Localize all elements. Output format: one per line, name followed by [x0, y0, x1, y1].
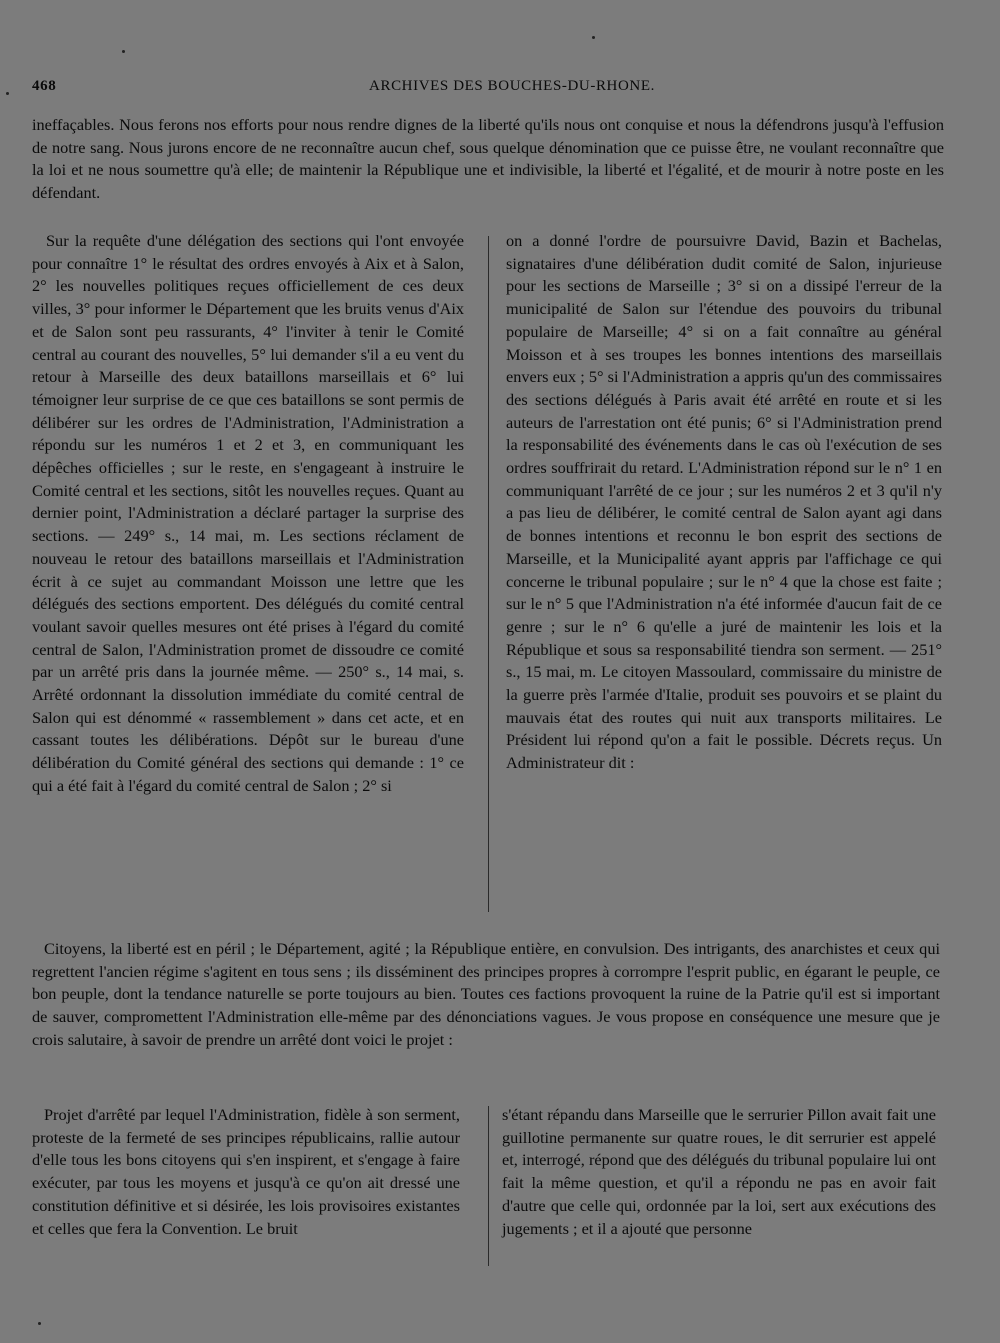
paragraph-oath-continuation: ineffaçables. Nous ferons nos efforts pour nous rendre dignes de la liberté qu'ils nous ont conquise et nous la défendrons jusqu'à l'effusion de notre sang. Nous jurons encore de ne reconnaître aucun chef, sous quelque dénomination que ce puisse être, ne voulant reconnaître que la loi et ne nous soumettre qu'à elle; de maintenir la République une et indivisible, la liberté et l'égalité, et de mourir à notre poste en les défendant. [32, 115, 944, 203]
paragraph-column-right-2: s'étant répandu dans Marseille que le serrurier Pillon avait fait une guillotine permanente sur quatre roues, le dit serrurier est appelé et, interrogé, répond que des délégués du tribunal populaire lui ont fait la même question, et qu'il a répondu ne pas en avoir fait d'autre que celle qui, ordonnée par la loi, sert aux exécutions des jugements ; et il a ajouté que personne [502, 1105, 936, 1238]
column-divider [488, 236, 489, 912]
page-number: 468 [32, 78, 57, 94]
paragraph-column-left-1: Sur la requête d'une délégation des sections qui l'ont envoyée pour connaître 1° le résultat des ordres envoyés à Aix et à Salon, 2° les nouvelles politiques reçues officiellement de ces deux villes, 3° pour informer le Département que les bruits venus d'Aix et de Salon sont peu rassurants, 4° l'inviter à tenir le Comité central au courant des nouvelles, 5° lui demander s'il a eu vent du retour à Marseille des deux bataillons marseillais et 6° lui témoigner leur surprise de ce que ces bataillons se sont permis de délibérer sur les ordres de l'Administration, l'Administration a répondu sur les numéros 1 et 2 et 3, en communiquant les dépêches officielles ; sur le reste, en s'engageant à instruire le Comité central et les sections, sitôt les nouvelles reçues. Quant au dernier point, l'Administration a déclaré partager la surprise des sections. — 249° s., 14 mai, m. Les sections réclament de nouveau le retour des bataillons marseillais et l'Administration écrit à ce sujet au commandant Moisson une lettre que les délégués des sections emportent. Des délégués du comité central voulant savoir quelles mesures ont été prises à l'égard du comité central de Salon, l'Administration promet de dissoudre ce comité par un arrêté pris dans la journée même. — 250° s., 14 mai, s. Arrêté ordonnant la dissolution immédiate du comité central de Salon qui est dénommé « rassemblement » dans cet acte, et en cassant toutes les délibérations. Dépôt sur le bureau d'une délibération du Comité général des sections qui demande : 1° ce qui a été fait à l'égard du comité central de Salon ; 2° si [32, 231, 464, 795]
scan-speck [592, 36, 595, 39]
paragraph-column-left-2: Projet d'arrêté par lequel l'Administration, fidèle à son serment, proteste de la fermeté de ses principes républicains, rallie autour d'elle tous les bons citoyens qui s'en inspirent, et s'engage à faire exécuter, par tous les moyens et jusqu'à ce qu'on ait dressé une constitution définitive et si désirée, les lois provisoires existantes et celles que fera la Convention. Le bruit [32, 1105, 460, 1238]
page-header [32, 78, 932, 100]
running-title: ARCHIVES DES BOUCHES-DU-RHONE. [369, 78, 655, 94]
paragraph-column-right-1: on a donné l'ordre de poursuivre David, Bazin et Bachelas, signataires d'une délibération dudit comité de Salon, injurieuse pour les sections de Marseille ; 3° si on a dissipé l'erreur de la municipalité de Salon sur l'étendue des pouvoirs du tribunal populaire de Marseille; 4° si on a fait connaître au général Moisson et à ses troupes les bonnes intentions des marseillais envers eux ; 5° si l'Administration a appris qu'un des commissaires des sections délégués à Paris avait été arrêté en route et si les auteurs de l'arrestation ont été punis; 6° si l'Administration prend la responsabilité des événements dans le cas où l'exécution de ses ordres souffrirait du retard. L'Administration répond sur le n° 1 en communiquant l'arrêté de ce jour ; sur les numéros 2 et 3 qu'il n'y a pas lieu de délibérer, le comité central de Salon ayant agi dans de bonnes intentions et reconnu le bon esprit des sections de Marseille, et la Municipalité ayant appris par l'affichage ce qui concerne le tribunal populaire ; sur le n° 4 que la chose est faite ; sur le n° 5 que l'Administration n'a été informée d'aucun fait de ce genre ; sur le n° 6 qu'elle a juré de maintenir les lois et la République et sous sa responsabilité tiendra son serment. — 251° s., 15 mai, m. Le citoyen Massoulard, commissaire du ministre de la guerre près l'armée d'Italie, produit ses pouvoirs et se plaint du mauvais état des routes qui nuit aux transports militaires. Le Président lui répond qu'on a fait le possible. Décrets reçus. Un Administrateur dit : [506, 231, 942, 773]
scan-speck [122, 50, 125, 53]
scan-speck [6, 92, 9, 95]
scan-speck [38, 1322, 41, 1325]
paragraph-administrator-speech: Citoyens, la liberté est en péril ; le Département, agité ; la République entière, en convulsion. Des intrigants, des anarchistes et ceux qui regrettent l'ancien régime s'agitent en tous sens ; ils disséminent des principes propres à corrompre l'esprit public, en égarant le peuple, ce bon peuple, dont la tendance naturelle se porte toujours au bien. Toutes ces factions provoquent la ruine de la Patrie qu'il est si important de sauver, compromettent l'Administration elle-même par des dénonciations vagues. Je vous propose en conséquence une mesure que je crois salutaire, à savoir de prendre un arrêté dont voici le projet : [32, 939, 940, 1049]
column-divider [488, 1106, 489, 1266]
